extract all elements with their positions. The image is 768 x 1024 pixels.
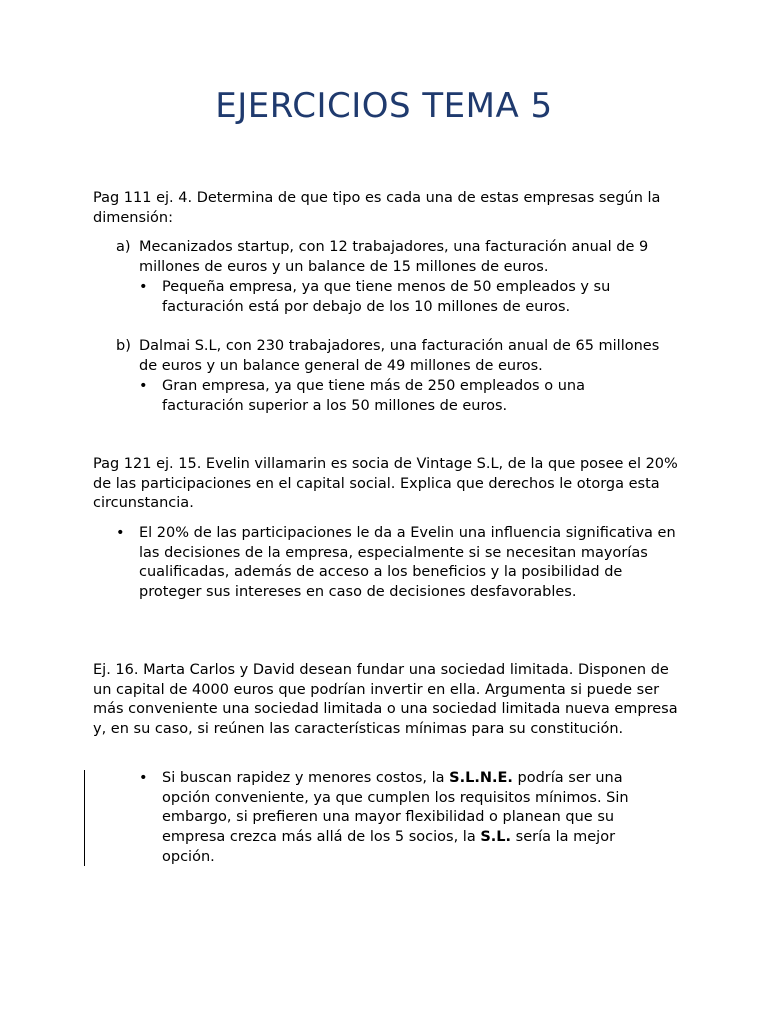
question-1-item-a-text: Mecanizados startup, con 12 trabajadores, una facturación anual de 9 millones de euros y un balance de 15 millones de euros. <box>139 239 649 275</box>
bullet-icon: • <box>139 279 148 295</box>
answer-text-part-2: podría ser una opción conveniente, ya que cumplen los requisitos mínimos. Sin embargo, si prefieren una mayor flexibilidad o planean que su empresa crezca más allá de los 5 socios, la <box>162 770 629 846</box>
list-marker-b: b) <box>116 338 131 354</box>
question-1-answer-b <box>139 377 669 416</box>
question-1-item-b <box>116 337 676 376</box>
answer-bold-sl: S.L. <box>480 829 512 846</box>
question-2-answer <box>116 524 676 603</box>
question-3-answer <box>139 769 669 868</box>
list-marker-a: a) <box>116 239 131 255</box>
question-1-prompt: Pag 111 ej. 4. Determina de que tipo es cada una de estas empresas según la dimensión: <box>93 190 661 226</box>
answer-bold-slne: S.L.N.E. <box>449 770 513 786</box>
question-3-answer-text <box>162 769 669 868</box>
question-2-answer-text: El 20% de las participaciones le da a Evelin una influencia significativa en las decisiones de la empresa, especialmente si se necesitan mayorías cualificadas, además de acceso a los beneficios y la posibilidad de proteger sus intereses en caso de decisiones desfavorables. <box>139 525 676 601</box>
page-title: EJERCICIOS TEMA 5 <box>215 86 553 126</box>
bullet-icon: • <box>139 770 148 786</box>
question-1-answer-a <box>139 278 669 317</box>
question-1-item-a <box>116 238 676 277</box>
question-1-answer-a-text: Pequeña empresa, ya que tiene menos de 50 empleados y su facturación está por debajo de los 10 millones de euros. <box>162 279 611 315</box>
revision-change-bar <box>84 770 85 866</box>
question-2-prompt: Pag 121 ej. 15. Evelin villamarin es socia de Vintage S.L, de la que posee el 20% de las participaciones en el capital social. Explica que derechos le otorga esta circunstancia. <box>93 456 678 512</box>
answer-text-part-1: Si buscan rapidez y menores costos, la <box>162 770 450 786</box>
question-1-item-b-text: Dalmai S.L, con 230 trabajadores, una facturación anual de 65 millones de euros y un balance general de 49 millones de euros. <box>139 338 660 374</box>
answer-text-part-3: sería la mejor opción. <box>162 829 616 865</box>
bullet-icon: • <box>116 525 125 541</box>
question-1-answer-b-text: Gran empresa, ya que tiene más de 250 empleados o una facturación superior a los 50 millones de euros. <box>162 378 585 414</box>
question-3-prompt: Ej. 16. Marta Carlos y David desean fundar una sociedad limitada. Disponen de un capital de 4000 euros que podrían invertir en ella. Argumenta si puede ser más conveniente una sociedad limitada o una sociedad limitada nueva empresa y, en su caso, si reúnen las características mínimas para su constitución. <box>93 662 678 738</box>
bullet-icon: • <box>139 378 148 394</box>
